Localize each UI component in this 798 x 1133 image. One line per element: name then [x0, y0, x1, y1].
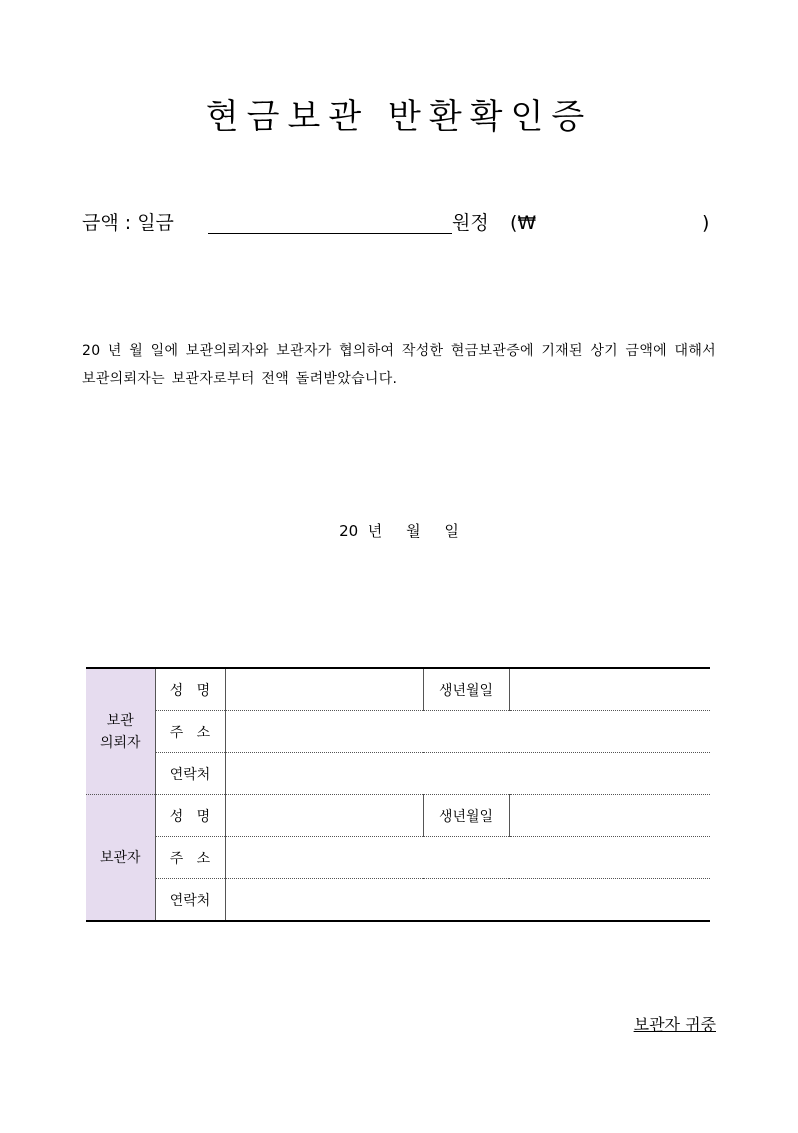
party-info-table: [86, 667, 710, 922]
requester-contact-label: 연락처: [155, 753, 225, 795]
amount-label: 금액 : 일금: [82, 212, 174, 234]
amount-blank-field: [208, 208, 452, 234]
amount-figure-open: (₩: [510, 212, 537, 234]
requester-dob-label: 생년월일: [423, 668, 509, 711]
requester-contact-field: [225, 753, 710, 795]
custodian-group-label: 보관자: [86, 795, 155, 922]
addressee-line: 보관자 귀중: [633, 1015, 716, 1034]
requester-address-field: [225, 711, 710, 753]
custodian-address-label: 주 소: [155, 837, 225, 879]
date-line: 20 년 월 일: [339, 522, 459, 540]
custodian-dob-label: 생년월일: [423, 795, 509, 837]
custodian-name-field: [225, 795, 423, 837]
custodian-name-label: 성 명: [155, 795, 225, 837]
custodian-dob-field: [509, 795, 710, 837]
confirmation-text: 20 년 월 일에 보관의뢰자와 보관자가 협의하여 작성한 현금보관증에 기재된 상기 금액에 대해서 보관의뢰자는 보관자로부터 전액 돌려받았습니다.: [82, 343, 716, 387]
requester-group-label: 보관 의뢰자: [86, 668, 155, 795]
amount-figure-close: ): [702, 212, 710, 234]
requester-name-field: [225, 668, 423, 711]
requester-address-label: 주 소: [155, 711, 225, 753]
custodian-contact-label: 연락처: [155, 879, 225, 922]
custodian-contact-field: [225, 879, 710, 922]
amount-line: [82, 208, 722, 238]
document-title: 현금보관 반환확인증: [205, 97, 593, 137]
requester-dob-field: [509, 668, 710, 711]
won-label: 원정: [452, 212, 489, 234]
requester-name-label: 성 명: [155, 668, 225, 711]
custodian-address-field: [225, 837, 710, 879]
